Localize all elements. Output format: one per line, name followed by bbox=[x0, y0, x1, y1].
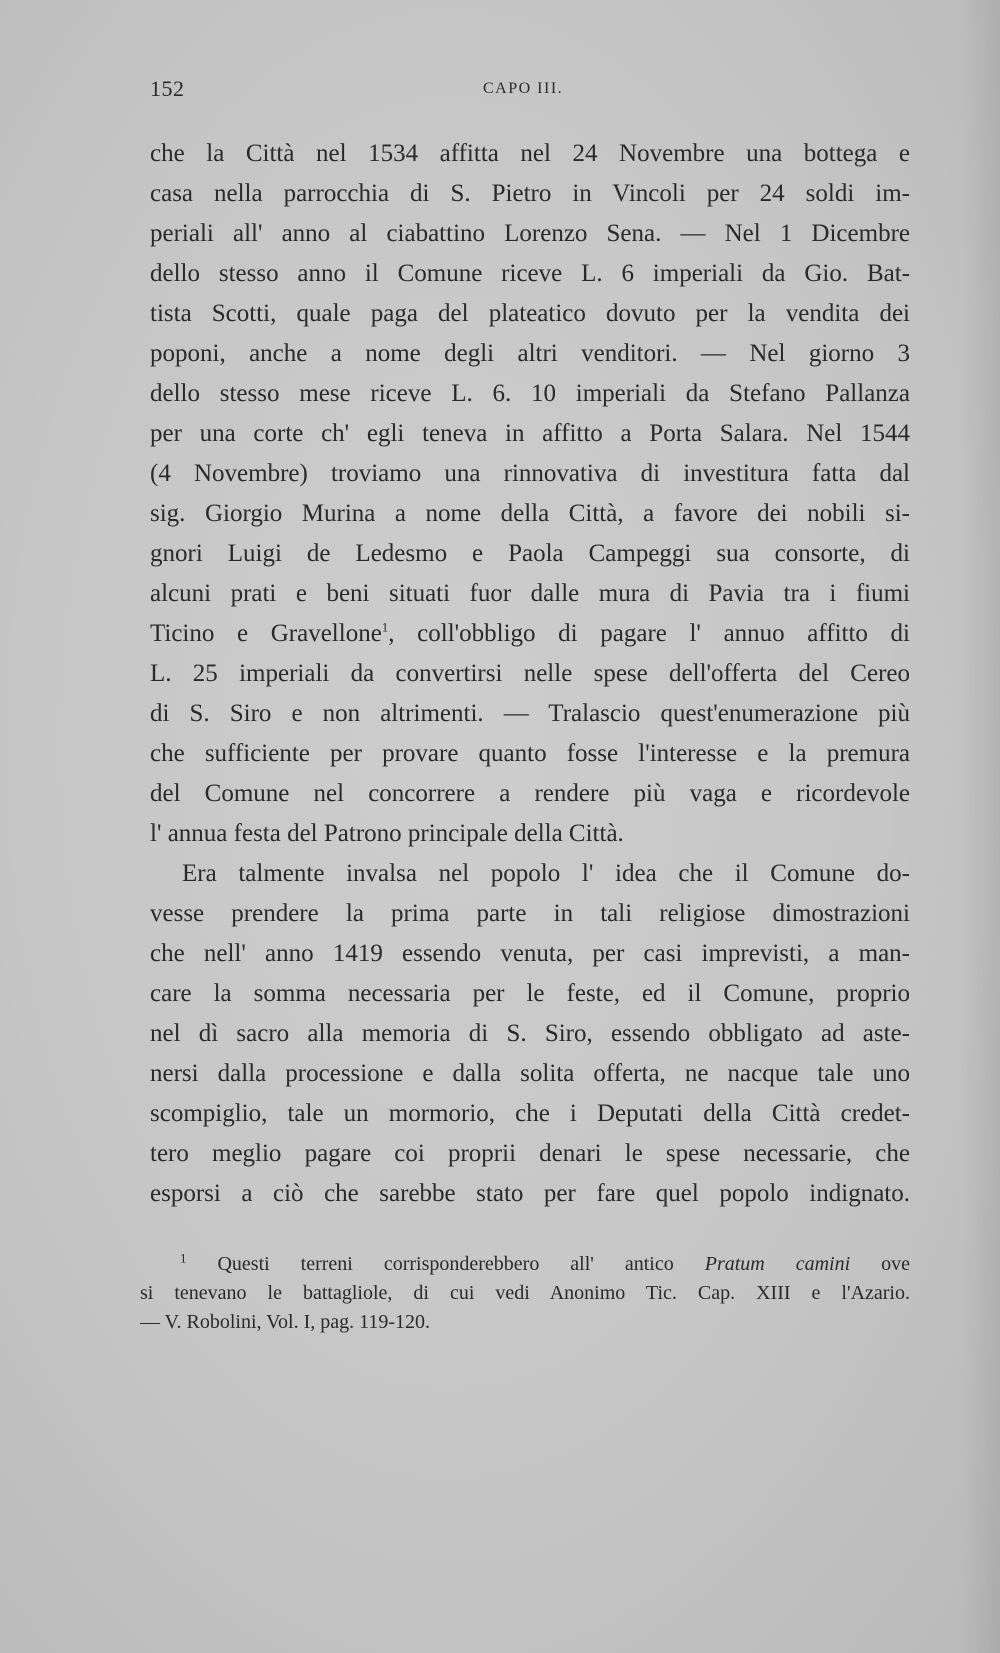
page-header bbox=[150, 76, 910, 106]
text-line: che sufficiente per provare quanto fosse l'interesse e la premura bbox=[150, 740, 910, 767]
paragraph-end-line: l' annua festa del Patrono principale della Città. bbox=[150, 820, 624, 847]
text-line: del Comune nel concorrere a rendere più vaga e ricordevole bbox=[150, 780, 910, 807]
footnote-text: Questi terreni corrisponderebbero all' antico bbox=[217, 1253, 674, 1275]
footnote-reference: 1 bbox=[381, 619, 389, 635]
text-line: scompiglio, tale un mormorio, che i Deputati della Città credet- bbox=[150, 1100, 910, 1127]
footnote-line: si tenevano le battagliole, di cui vedi Anonimo Tic. Cap. XIII e l'Azario. bbox=[140, 1282, 910, 1304]
text-line: che la Città nel 1534 affitta nel 24 Novembre una bottega e bbox=[150, 140, 910, 167]
text-line: casa nella parrocchia di S. Pietro in Vincoli per 24 soldi im- bbox=[150, 180, 910, 207]
text-line: tista Scotti, quale paga del plateatico dovuto per la vendita dei bbox=[150, 300, 910, 327]
running-head: CAPO III. bbox=[483, 80, 564, 97]
text-line: gnori Luigi de Ledesmo e Paola Campeggi sua consorte, di bbox=[150, 540, 910, 567]
text-line: (4 Novembre) troviamo una rinnovativa di investitura fatta dal bbox=[150, 460, 910, 487]
body-text bbox=[150, 134, 910, 1214]
text-line: sig. Giorgio Murina a nome della Città, a favore dei nobili si- bbox=[150, 500, 910, 527]
text-line: care la somma necessaria per le feste, ed il Comune, proprio bbox=[150, 980, 910, 1007]
text-line: tero meglio pagare coi proprii denari le spese necessarie, che bbox=[150, 1140, 910, 1167]
text-segment: , coll'obbligo di pagare l' annuo affitto di bbox=[388, 620, 910, 647]
footnote-text: ove bbox=[881, 1253, 911, 1275]
text-segment: Ticino e Gravellone bbox=[150, 620, 382, 647]
page-number: 152 bbox=[150, 76, 185, 101]
text-line: dello stesso mese riceve L. 6. 10 imperiali da Stefano Pallanza bbox=[150, 380, 910, 407]
text-line: per una corte ch' egli teneva in affitto a Porta Salara. Nel 1544 bbox=[150, 420, 910, 447]
text-line: L. 25 imperiali da convertirsi nelle spese dell'offerta del Cereo bbox=[150, 660, 910, 687]
footnotes bbox=[140, 1250, 910, 1337]
text-line: alcuni prati e beni situati fuor dalle mura di Pavia tra i fiumi bbox=[150, 580, 910, 607]
text-line: nel dì sacro alla memoria di S. Siro, essendo obbligato ad aste- bbox=[150, 1020, 910, 1047]
text-line-with-footnote-ref bbox=[150, 614, 910, 654]
text-line: esporsi a ciò che sarebbe stato per fare quel popolo indignato. bbox=[150, 1180, 910, 1207]
footnote-line: — V. Robolini, Vol. I, pag. 119-120. bbox=[140, 1311, 431, 1333]
text-line: vesse prendere la prima parte in tali religiose dimostrazioni bbox=[150, 900, 910, 927]
text-line: periali all' anno al ciabattino Lorenzo Sena. — Nel 1 Dicembre bbox=[150, 220, 910, 247]
text-line: di S. Siro e non altrimenti. — Tralascio quest'enumerazione più bbox=[150, 700, 910, 727]
text-line: dello stesso anno il Comune riceve L. 6 imperiali da Gio. Bat- bbox=[150, 260, 910, 287]
footnote-line bbox=[140, 1250, 910, 1279]
paragraph-start-line: Era talmente invalsa nel popolo l' idea che il Comune do- bbox=[182, 860, 910, 887]
text-line: poponi, anche a nome degli altri venditori. — Nel giorno 3 bbox=[150, 340, 910, 367]
footnote-marker: 1 bbox=[180, 1250, 187, 1266]
page-edge-shadow bbox=[960, 0, 1000, 1653]
footnote-italic-term: Pratum camini bbox=[704, 1253, 851, 1275]
text-line: nersi dalla processione e dalla solita offerta, ne nacque tale uno bbox=[150, 1060, 910, 1087]
text-line: che nell' anno 1419 essendo venuta, per casi imprevisti, a man- bbox=[150, 940, 910, 967]
